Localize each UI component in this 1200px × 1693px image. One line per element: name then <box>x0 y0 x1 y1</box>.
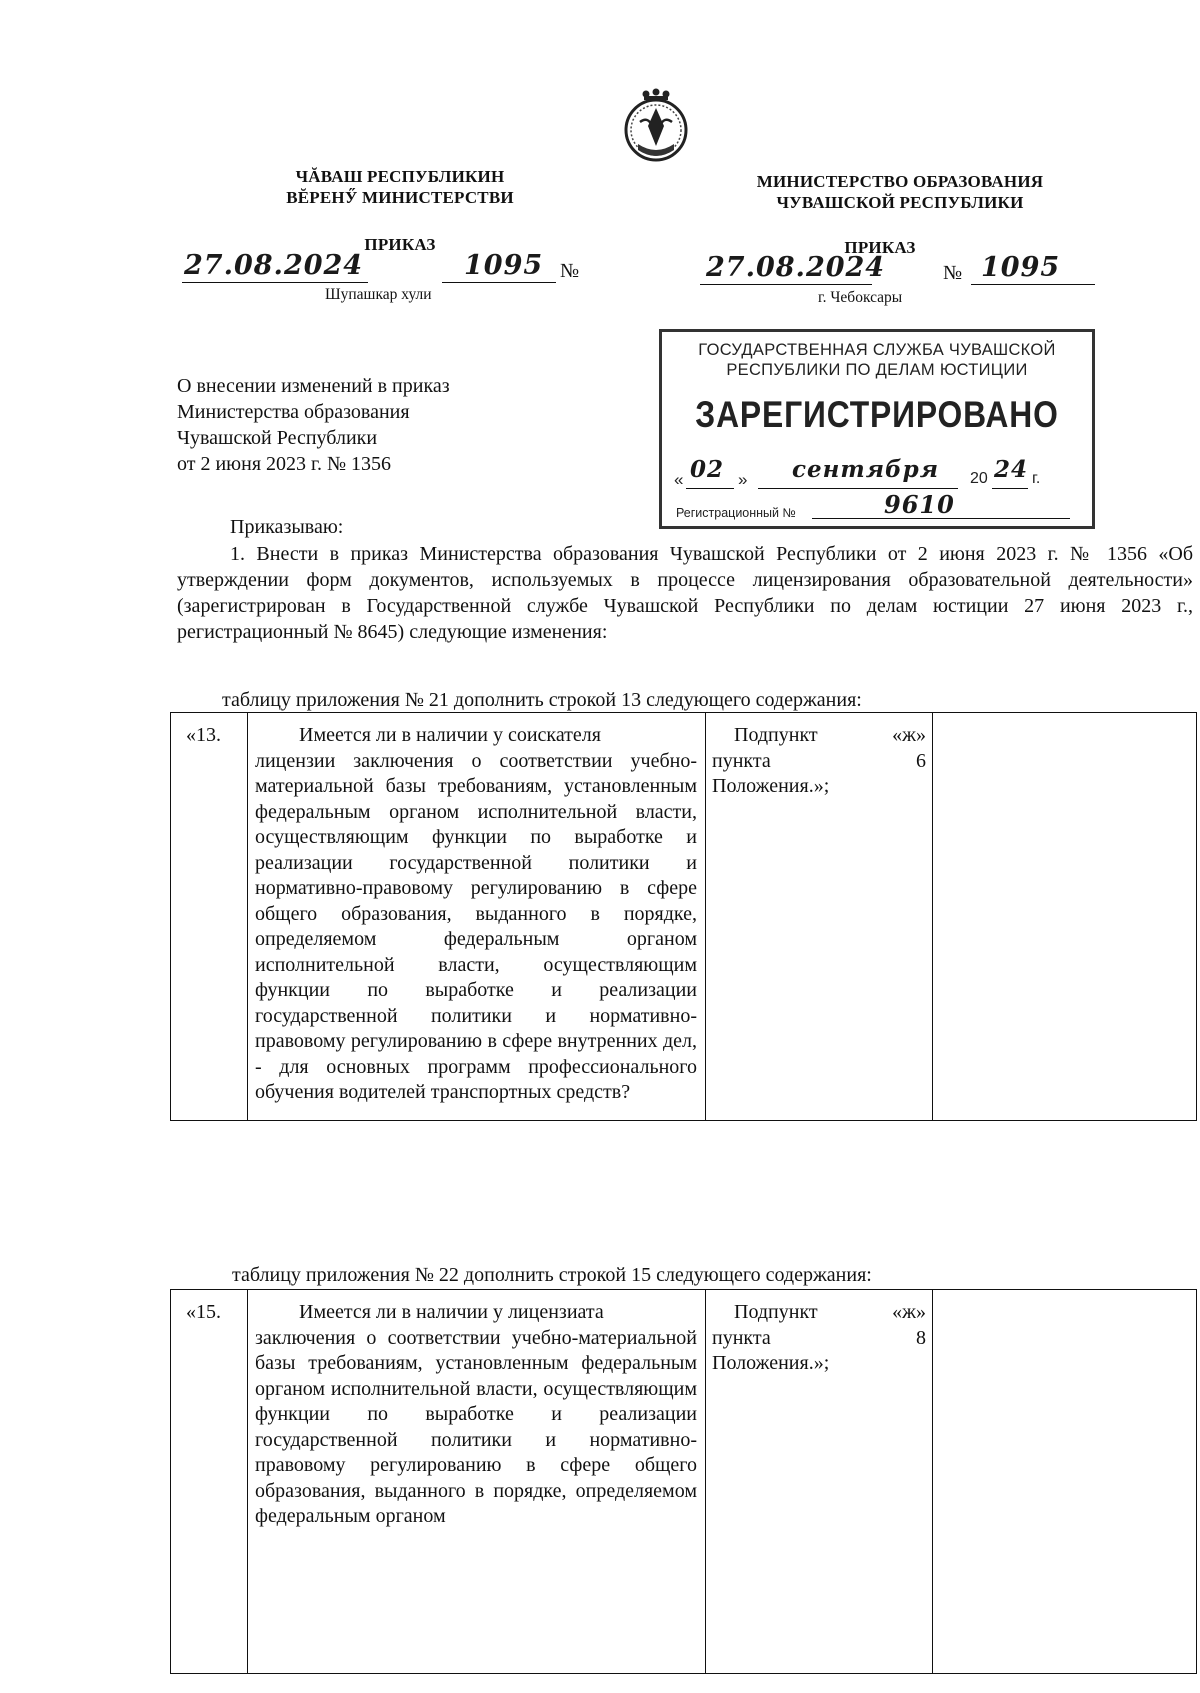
reference-letter: «ж» <box>892 724 926 746</box>
left-city: Шупашкар хули <box>325 286 432 303</box>
row-number-cell <box>171 713 248 1121</box>
question-text: лицензии заключения о соответствии учебно-материальной базы требованиям, установленным федеральным органом исполнительной власти, осуществляющим функции по выработке и реализации государственной политики и нормативно-правовому регулированию в сфере общего образования, выданного в порядке, определяемом федеральным органом исполнительной власти, осуществляющим функции по выработке и реализации государственной политики и нормативно-правовому регулированию в сфере внутренних дел, - для основных программ профессионального обучения водителей транспортных средств? <box>255 749 697 1103</box>
reference-end: Положения.»; <box>712 775 830 797</box>
left-date-handwritten: 27.08.2024 <box>184 250 364 281</box>
question-cell <box>248 713 706 1121</box>
row-number: «13. <box>186 724 221 746</box>
reference-number: 6 <box>916 749 926 772</box>
left-ministry-line2: ВĔРЕНӲ МИНИСТЕРСТВИ <box>286 188 514 207</box>
stamp-year-label: г. <box>1032 470 1041 487</box>
stamp-date-row <box>674 456 1084 490</box>
paragraph-1: 1. Внести в приказ Министерства образования Чувашской Республики от 2 июня 2023 г. № 1356 «Об утверждении форм документов, используемых в процессе лицензирования образовательной деятельности» (зарегистрирован в Государственной службе Чувашской Республики по делам юстиции 27 июня 2023 г., регистрационный № 8645) следующие изменения: <box>177 543 1193 643</box>
right-ministry-line1: МИНИСТЕРСТВО ОБРАЗОВАНИЯ <box>756 172 1044 191</box>
left-order-label: ПРИКАЗ <box>364 235 436 254</box>
coat-of-arms-icon <box>620 86 692 168</box>
reference-line1 <box>712 723 926 749</box>
stamp-title-line1: ГОСУДАРСТВЕННАЯ СЛУЖБА ЧУВАШСКОЙ <box>698 341 1056 359</box>
reference-line2 <box>712 1326 926 1352</box>
right-ministry-name <box>700 171 1100 213</box>
right-number-field <box>943 252 1103 288</box>
right-number-sign: № <box>943 262 963 284</box>
table-row <box>171 713 1197 1121</box>
left-number-field <box>442 250 582 286</box>
subject-line4: от 2 июня 2023 г. № 1356 <box>177 453 392 475</box>
reference-number: 8 <box>916 1326 926 1349</box>
left-number-sign: № <box>560 260 580 282</box>
stamp-quote-open: « <box>674 470 684 489</box>
left-ministry-line1: ЧĂВАШ РЕСПУБЛИКИН <box>295 167 505 186</box>
question-first-line: Имеется ли в наличии у соискателя <box>299 724 601 746</box>
empty-cell <box>933 713 1197 1121</box>
stamp-year-suffix: 24 <box>994 456 1029 483</box>
reference-letter: «ж» <box>892 1301 926 1323</box>
row-number: «15. <box>186 1301 221 1323</box>
left-number-handwritten: 1095 <box>464 250 544 281</box>
reference-end: Положения.»; <box>712 1352 830 1374</box>
reference-line1 <box>712 1300 926 1326</box>
reference-cell <box>706 1290 933 1674</box>
reference-line2 <box>712 749 926 775</box>
stamp-day: 02 <box>690 456 725 483</box>
table-appendix-21 <box>170 712 1197 1121</box>
left-date-field <box>178 250 368 286</box>
stamp-reg-row <box>674 490 1084 524</box>
subject-line2: Министерства образования <box>177 401 410 423</box>
right-date-field <box>700 252 886 288</box>
left-ministry-name <box>250 166 550 208</box>
empty-cell <box>933 1290 1197 1674</box>
stamp-status: ЗАРЕГИСТРИРОВАНО <box>695 394 1059 435</box>
table2-caption: таблицу приложения № 22 дополнить строкой 15 следующего содержания: <box>232 1264 872 1286</box>
question-first-line: Имеется ли в наличии у лицензиата <box>299 1301 604 1323</box>
right-city: г. Чебоксары <box>818 289 903 306</box>
stamp-reg-label: Регистрационный № <box>676 506 796 520</box>
stamp-title <box>662 340 1092 380</box>
right-order-label: ПРИКАЗ <box>844 238 916 257</box>
right-number-handwritten: 1095 <box>981 252 1061 283</box>
stamp-title-line2: РЕСПУБЛИКИ ПО ДЕЛАМ ЮСТИЦИИ <box>726 361 1028 379</box>
stamp-month: сентября <box>792 456 940 483</box>
row-number-cell <box>171 1290 248 1674</box>
stamp-quote-close: » <box>738 470 748 489</box>
registration-stamp <box>659 329 1095 529</box>
stamp-year-prefix: 20 <box>970 470 988 487</box>
question-text: заключения о соответствии учебно-материальной базы требованиям, установленным федеральным органом исполнительной власти, осуществляющим функции по выработке и реализации государственной политики и нормативно-правовому регулированию в сфере общего образования, выданного в порядке, определяемом федеральным органом <box>255 1326 697 1527</box>
stamp-reg-number: 9610 <box>884 490 955 519</box>
reference-point: пункта <box>712 1326 771 1349</box>
reference-point: пункта <box>712 749 771 772</box>
reference-cell <box>706 713 933 1121</box>
question-cell <box>248 1290 706 1674</box>
subject-line1: О внесении изменений в приказ <box>177 375 450 397</box>
orders-word: Приказываю: <box>230 516 344 538</box>
table-row <box>171 1290 1197 1674</box>
reference-word: Подпункт <box>734 1301 818 1323</box>
document-subject <box>177 373 577 477</box>
subject-line3: Чувашской Республики <box>177 427 378 449</box>
reference-word: Подпункт <box>734 724 818 746</box>
table1-caption: таблицу приложения № 21 дополнить строкой 13 следующего содержания: <box>222 689 862 711</box>
right-ministry-line2: ЧУВАШСКОЙ РЕСПУБЛИКИ <box>776 193 1024 212</box>
table-appendix-22 <box>170 1289 1197 1674</box>
right-date-handwritten: 27.08.2024 <box>706 252 886 283</box>
